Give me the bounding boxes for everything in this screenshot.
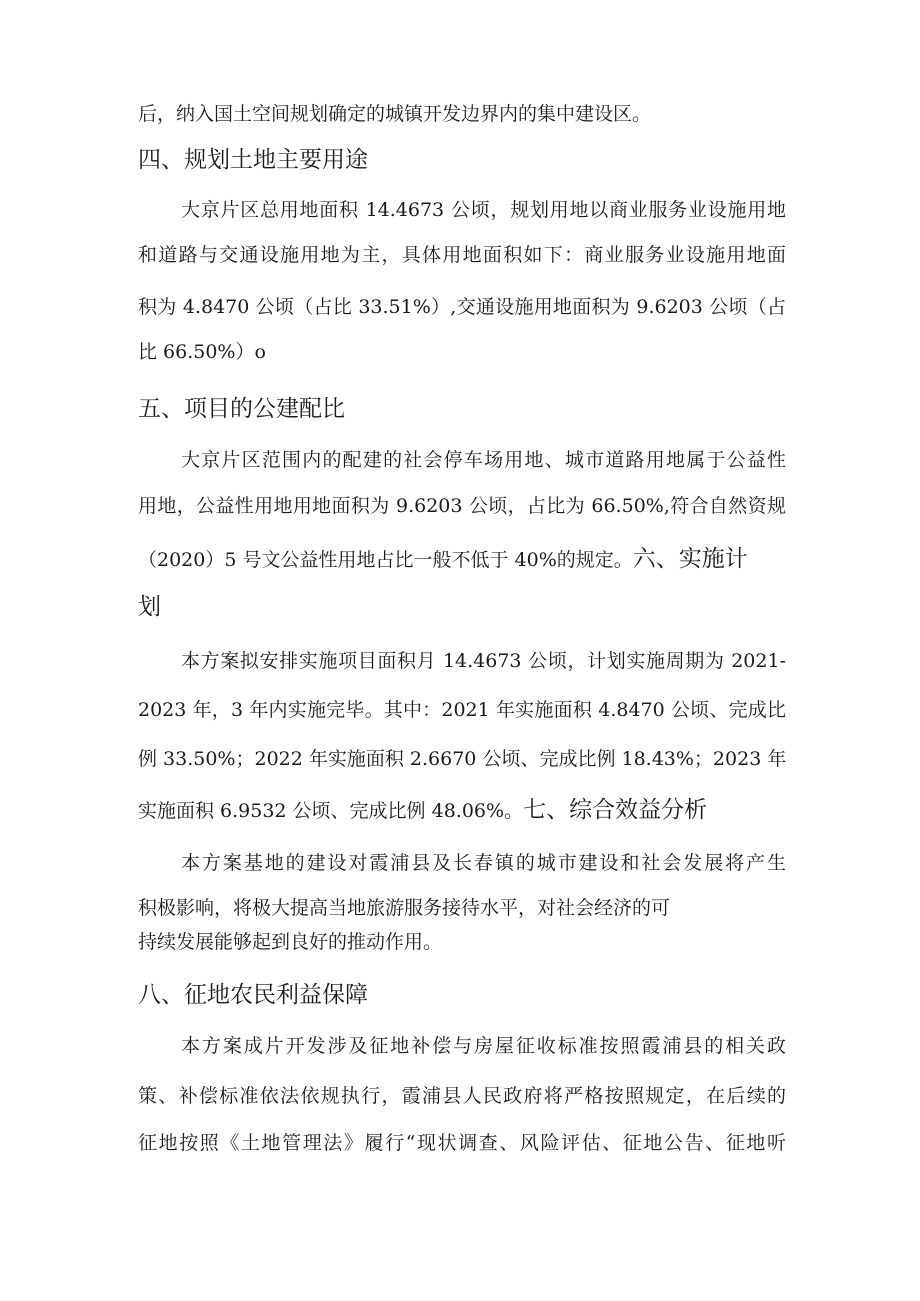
paragraph-line: 积极影响，将极大提高当地旅游服务接待水平，对社会经济的可: [138, 897, 671, 919]
paragraph-text: （2020）5 号文公益性用地占比一般不低于 40%的规定。: [138, 549, 633, 571]
paragraph-line: 本方案基地的建设对霞浦县及长春镇的城市建设和社会发展将产生: [181, 852, 786, 874]
paragraph-line: 比 66.50%）o: [138, 341, 266, 363]
section-heading-land-use: 四、规划土地主要用途: [138, 147, 368, 173]
paragraph-text: 实施面积 6.9532 公顷、完成比例 48.06%。: [138, 800, 524, 822]
paragraph-line: 大京片区总用地面积 14.4673 公顷，规划用地以商业服务业设施用地: [181, 199, 786, 221]
paragraph-line: 用地，公益性用地用地面积为 9.6203 公顷，占比为 66.50%,符合自然资规: [138, 495, 786, 517]
paragraph-line: 本方案拟安排实施项目面积月 14.4673 公顷，计划实施周期为 2021-: [181, 650, 786, 672]
paragraph-line: 例 33.50%；2022 年实施面积 2.6670 公顷、完成比例 18.43%；2023 年: [138, 748, 787, 770]
paragraph-line: 大京片区范围内的配建的社会停车场用地、城市道路用地属于公益性: [181, 449, 786, 471]
section-heading-public-ratio: 五、项目的公建配比: [138, 396, 345, 422]
paragraph-line: 策、补偿标准依法依规执行，霞浦县人民政府将严格按照规定，在后续的: [138, 1085, 786, 1107]
paragraph-line: 后，纳入国土空间规划确定的城镇开发边界内的集中建设区。: [138, 103, 652, 125]
paragraph-line: 积为 4.8470 公顷（占比 33.51%）,交通设施用地面积为 9.6203 公顷（占: [138, 296, 786, 318]
paragraph-line: 2023 年，3 年内实施完毕。其中：2021 年实施面积 4.8470 公顷、完成比: [138, 699, 786, 721]
paragraph-line: 本方案成片开发涉及征地补偿与房屋征收标准按照霞浦县的相关政: [181, 1035, 786, 1057]
section-heading-implementation-continued: 划: [138, 594, 161, 620]
paragraph-line: 和道路与交通设施用地为主，具体用地面积如下：商业服务业设施用地面: [138, 244, 786, 266]
paragraph-line: 持续发展能够起到良好的推动作用。: [138, 931, 443, 953]
section-heading-benefits: 七、综合效益分析: [523, 797, 708, 823]
paragraph-line: [138, 797, 786, 824]
section-heading-implementation: 六、实施计: [632, 546, 748, 572]
paragraph-line: 征地按照《土地管理法》履行“现状调查、风险评估、征地公告、征地听: [138, 1132, 786, 1154]
paragraph-line: [138, 546, 786, 573]
section-heading-farmer-interests: 八、征地农民利益保障: [138, 982, 368, 1008]
